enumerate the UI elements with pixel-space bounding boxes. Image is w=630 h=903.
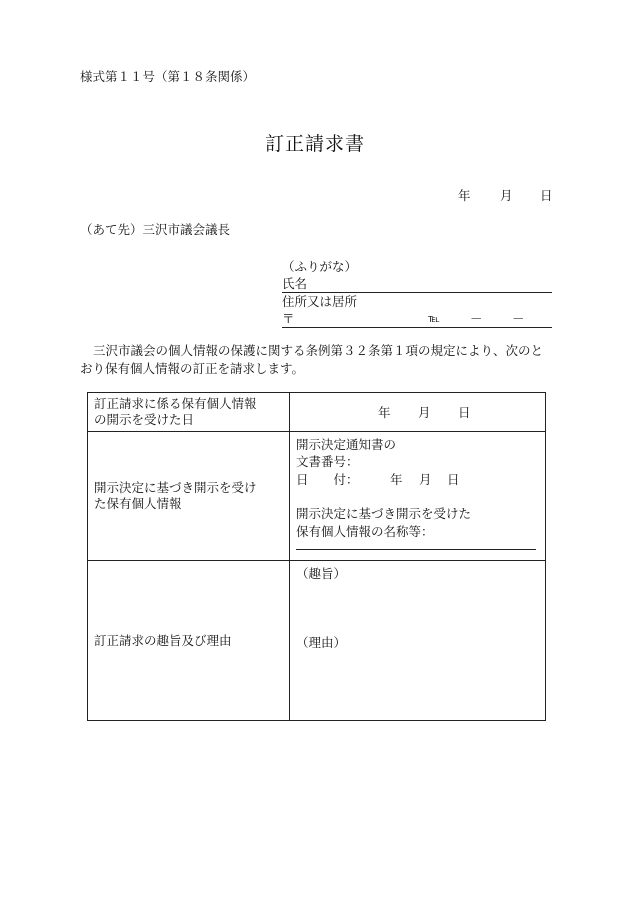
- table-row: [88, 432, 546, 561]
- row1-day: 日: [458, 405, 471, 420]
- reason-label: （理由）: [296, 635, 347, 650]
- disclosed-info-label: [88, 432, 290, 561]
- request-table: [87, 392, 546, 721]
- furigana-label: （ふりがな）: [282, 259, 358, 274]
- request-statement: 三沢市議会の個人情報の保護に関する条例第３２条第１項の規定により、次のとおり保有個人情報の訂正を請求します。: [80, 343, 544, 376]
- label-line: 訂正請求の趣旨及び理由: [94, 632, 232, 648]
- info-name-underline: [296, 549, 536, 550]
- tel-separator-1: －: [470, 311, 483, 326]
- document-title: 訂正請求書: [264, 133, 365, 155]
- date-year-label: 年: [458, 188, 471, 203]
- notice-label: 開示決定通知書の: [296, 437, 397, 452]
- address-label: 住所又は居所: [282, 294, 358, 309]
- info-name-label-1: 開示決定に基づき開示を受けた: [296, 506, 472, 521]
- row1-year: 年: [378, 405, 391, 420]
- label-line: た保有個人情報: [94, 496, 182, 511]
- purpose-reason-field[interactable]: [290, 561, 546, 721]
- table-row: [88, 561, 546, 721]
- postal-mark: 〒: [282, 311, 295, 326]
- purpose-label: （趣旨）: [296, 566, 347, 581]
- disclosure-date-field[interactable]: [290, 393, 546, 432]
- row2-day: 日: [447, 472, 460, 487]
- form-number: 様式第１１号（第１８条関係）: [80, 69, 256, 84]
- notice-date-label: 日 付：: [296, 472, 359, 487]
- date-day-label: 日: [540, 188, 553, 203]
- row2-year: 年: [390, 472, 403, 487]
- disclosed-info-field[interactable]: [290, 432, 546, 561]
- info-name-label-2: 保有個人情報の名称等：: [296, 524, 434, 539]
- row1-month: 月: [418, 405, 431, 420]
- table-row: [88, 393, 546, 432]
- label-line: 訂正請求に係る保有個人情報: [94, 396, 257, 411]
- name-field[interactable]: [282, 275, 552, 293]
- date-month-label: 月: [500, 188, 513, 203]
- applicant-block: [282, 258, 552, 328]
- tel-separator-2: －: [512, 311, 525, 326]
- label-line: の開示を受けた日: [94, 412, 195, 427]
- postal-tel-field[interactable]: [282, 310, 552, 328]
- label-line: 開示決定に基づき開示を受け: [94, 480, 257, 495]
- addressee: （あて先）三沢市議会議長: [80, 222, 231, 237]
- purpose-reason-label: [88, 561, 290, 721]
- row2-month: 月: [419, 472, 432, 487]
- tel-icon: ℡: [428, 312, 440, 325]
- doc-number-label: 文書番号：: [296, 454, 359, 469]
- disclosure-date-label: [88, 393, 290, 432]
- name-label: 氏名: [282, 276, 308, 291]
